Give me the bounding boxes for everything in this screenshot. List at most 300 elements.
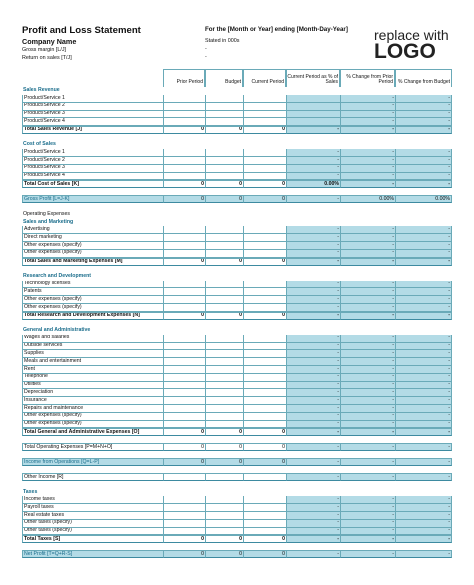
line-label-real-estate-taxes[interactable]: Real estate taxes	[22, 512, 163, 520]
row-spacer	[22, 134, 452, 141]
line-item-row	[22, 149, 452, 157]
percent-cell: -	[340, 111, 395, 119]
line-label-product-service-3[interactable]: Product/Service 3	[22, 111, 163, 119]
amount-cell[interactable]	[163, 374, 205, 382]
gross-margin-value: -	[205, 46, 207, 52]
percent-cell: -	[286, 535, 340, 543]
percent-cell: -	[395, 550, 452, 558]
percent-cell: -	[286, 405, 340, 413]
percent-cell: -	[395, 374, 452, 382]
row-spacer	[22, 481, 452, 488]
percent-cell: -	[286, 374, 340, 382]
percent-cell: -	[286, 234, 340, 242]
percent-cell: -	[340, 458, 395, 466]
amount-cell[interactable]	[243, 389, 286, 397]
line-item-row	[22, 421, 452, 429]
percent-cell: -	[340, 103, 395, 111]
header-spacer	[22, 69, 163, 87]
amount-cell[interactable]	[243, 335, 286, 343]
amount-cell[interactable]	[243, 413, 286, 421]
amount-cell[interactable]	[243, 358, 286, 366]
line-label-product-service-2[interactable]: Product/Service 2	[22, 103, 163, 111]
amount-cell[interactable]	[205, 103, 243, 111]
amount-cell: 0	[163, 312, 205, 320]
percent-cell: -	[340, 366, 395, 374]
amount-cell: 0	[205, 312, 243, 320]
amount-cell[interactable]	[205, 389, 243, 397]
percent-cell: -	[340, 118, 395, 126]
total-row	[22, 195, 452, 203]
amount-cell[interactable]	[243, 512, 286, 520]
amount-cell[interactable]	[205, 95, 243, 103]
column-header-row	[22, 69, 452, 87]
percent-cell: -	[286, 443, 340, 451]
amount-cell[interactable]	[243, 382, 286, 390]
amount-cell[interactable]	[243, 343, 286, 351]
amount-cell[interactable]	[243, 421, 286, 429]
percent-cell: -	[286, 296, 340, 304]
percent-cell: -	[395, 405, 452, 413]
amount-cell[interactable]	[163, 111, 205, 119]
amount-cell[interactable]	[205, 304, 243, 312]
amount-cell: 0	[243, 428, 286, 436]
amount-cell[interactable]	[243, 304, 286, 312]
amount-cell[interactable]	[163, 335, 205, 343]
section-label: Sales and Marketing	[23, 218, 74, 225]
amount-cell[interactable]	[163, 528, 205, 536]
amount-cell[interactable]	[205, 250, 243, 258]
percent-cell: -	[395, 335, 452, 343]
total-label-other-income: Other Income [R]	[22, 473, 163, 481]
amount-cell[interactable]	[243, 520, 286, 528]
amount-cell[interactable]	[163, 405, 205, 413]
amount-cell[interactable]	[243, 250, 286, 258]
percent-cell: -	[340, 173, 395, 181]
line-item-row	[22, 496, 452, 504]
amount-cell[interactable]	[163, 421, 205, 429]
percent-cell: -	[340, 180, 395, 188]
amount-cell[interactable]	[243, 528, 286, 536]
amount-cell[interactable]	[205, 234, 243, 242]
percent-cell: -	[340, 95, 395, 103]
amount-cell: 0	[205, 428, 243, 436]
percent-cell: -	[395, 288, 452, 296]
total-row	[22, 428, 452, 436]
line-item-row	[22, 335, 452, 343]
amount-cell[interactable]	[205, 242, 243, 250]
line-label-other-expenses-specify[interactable]: Other expenses (specify)	[22, 304, 163, 312]
line-label-depreciation[interactable]: Depreciation	[22, 389, 163, 397]
line-item-row	[22, 103, 452, 111]
amount-cell[interactable]	[205, 366, 243, 374]
amount-cell[interactable]	[163, 118, 205, 126]
total-label-total-sales-and-marketing-expenses: Total Sales and Marketing Expenses [M]	[22, 258, 163, 266]
percent-cell: -	[395, 473, 452, 481]
amount-cell[interactable]	[205, 421, 243, 429]
total-label-total-sales-revenue: Total Sales Revenue [J]	[22, 126, 163, 134]
amount-cell: 0	[205, 535, 243, 543]
amount-cell[interactable]	[163, 504, 205, 512]
percent-cell: -	[395, 242, 452, 250]
amount-cell: 0	[163, 550, 205, 558]
percent-cell: -	[395, 397, 452, 405]
amount-cell: 0	[243, 312, 286, 320]
amount-cell[interactable]	[163, 389, 205, 397]
row-spacer	[22, 320, 452, 327]
line-item-row	[22, 504, 452, 512]
line-label-wages-and-salaries[interactable]: Wages and salaries	[22, 335, 163, 343]
logo-placeholder-text[interactable]: replace with	[374, 27, 449, 43]
percent-cell: -	[340, 157, 395, 165]
percent-cell: -	[286, 528, 340, 536]
amount-cell[interactable]	[163, 496, 205, 504]
amount-cell[interactable]	[163, 157, 205, 165]
section-label: Sales Revenue	[23, 87, 60, 94]
line-item-row	[22, 111, 452, 119]
amount-cell[interactable]	[243, 281, 286, 289]
percent-cell: -	[340, 288, 395, 296]
line-label-outside-services[interactable]: Outside services	[22, 343, 163, 351]
section-heading	[22, 210, 452, 218]
amount-cell[interactable]	[205, 405, 243, 413]
line-item-row	[22, 512, 452, 520]
amount-cell[interactable]	[163, 358, 205, 366]
line-label-other-expenses-specify[interactable]: Other expenses (specify)	[22, 413, 163, 421]
percent-cell: -	[340, 242, 395, 250]
amount-cell[interactable]	[243, 157, 286, 165]
amount-cell[interactable]	[163, 304, 205, 312]
line-label-product-service-3[interactable]: Product/Service 3	[22, 165, 163, 173]
total-row	[22, 180, 452, 188]
percent-cell: -	[340, 165, 395, 173]
percent-cell: -	[340, 528, 395, 536]
amount-cell[interactable]	[163, 382, 205, 390]
percent-cell: -	[395, 173, 452, 181]
percent-cell: -	[340, 234, 395, 242]
percent-cell: -	[286, 358, 340, 366]
percent-cell: -	[395, 111, 452, 119]
amount-cell[interactable]	[163, 242, 205, 250]
percent-cell: -	[286, 458, 340, 466]
amount-cell[interactable]	[243, 296, 286, 304]
percent-cell: -	[340, 335, 395, 343]
return-on-sales-value: -	[205, 54, 207, 60]
section-heading	[22, 141, 452, 149]
line-item-row	[22, 242, 452, 250]
amount-cell[interactable]	[205, 111, 243, 119]
total-label-total-research-and-development-expenses: Total Research and Development Expenses [N]	[22, 312, 163, 320]
amount-cell[interactable]	[163, 226, 205, 234]
percent-cell: -	[340, 281, 395, 289]
percent-cell: -	[340, 405, 395, 413]
amount-cell[interactable]	[163, 95, 205, 103]
amount-cell[interactable]	[163, 296, 205, 304]
line-item-row	[22, 157, 452, 165]
line-label-rent[interactable]: Rent	[22, 366, 163, 374]
amount-cell[interactable]	[205, 512, 243, 520]
section-heading	[22, 327, 452, 335]
section-heading	[22, 273, 452, 281]
line-item-row	[22, 358, 452, 366]
amount-cell[interactable]	[243, 350, 286, 358]
amount-cell[interactable]	[205, 520, 243, 528]
line-item-row	[22, 343, 452, 351]
amount-cell[interactable]	[163, 366, 205, 374]
percent-cell: -	[286, 312, 340, 320]
line-label-product-service-4[interactable]: Product/Service 4	[22, 118, 163, 126]
section-label: Operating Expenses	[23, 210, 71, 217]
amount-cell[interactable]	[243, 366, 286, 374]
percent-cell: -	[395, 520, 452, 528]
percent-cell: -	[286, 382, 340, 390]
percent-cell: -	[395, 226, 452, 234]
total-label-total-operating-expenses: Total Operating Expenses [P=M+N+O]	[22, 443, 163, 451]
amount-cell[interactable]	[205, 397, 243, 405]
percent-cell: -	[286, 258, 340, 266]
total-label-total-taxes: Total Taxes [S]	[22, 535, 163, 543]
amount-cell[interactable]	[243, 504, 286, 512]
period-label[interactable]: For the [Month or Year] ending [Month-Day-Year]	[205, 26, 348, 33]
percent-cell: 0.00%	[395, 195, 452, 203]
amount-cell	[163, 473, 205, 481]
column-header: Current Period as % of Sales	[286, 69, 340, 87]
percent-cell: -	[286, 195, 340, 203]
percent-cell: -	[395, 504, 452, 512]
percent-cell: -	[340, 226, 395, 234]
amount-cell	[205, 473, 243, 481]
amount-cell[interactable]	[243, 226, 286, 234]
line-label-other-taxes-specify[interactable]: Other taxes (specify)	[22, 528, 163, 536]
amount-cell[interactable]	[163, 281, 205, 289]
line-label-other-expenses-specify[interactable]: Other expenses (specify)	[22, 296, 163, 304]
amount-cell[interactable]	[163, 397, 205, 405]
percent-cell: -	[340, 250, 395, 258]
percent-cell: -	[395, 428, 452, 436]
percent-cell: -	[395, 180, 452, 188]
amount-cell[interactable]	[205, 496, 243, 504]
percent-cell: -	[286, 473, 340, 481]
percent-cell: -	[286, 520, 340, 528]
amount-cell: 0	[243, 550, 286, 558]
amount-cell[interactable]	[243, 242, 286, 250]
line-label-product-service-1[interactable]: Product/Service 1	[22, 149, 163, 157]
percent-cell: -	[286, 242, 340, 250]
stated-in-note: Stated in 000s	[205, 38, 240, 44]
percent-cell: -	[395, 535, 452, 543]
amount-cell[interactable]	[163, 520, 205, 528]
percent-cell: -	[395, 95, 452, 103]
section-heading	[22, 488, 452, 496]
line-label-supplies[interactable]: Supplies	[22, 350, 163, 358]
percent-cell: -	[395, 118, 452, 126]
amount-cell[interactable]	[163, 343, 205, 351]
line-label-utilities[interactable]: Utilities	[22, 382, 163, 390]
line-item-row	[22, 413, 452, 421]
amount-cell[interactable]	[205, 528, 243, 536]
percent-cell: -	[395, 421, 452, 429]
profit-loss-table	[22, 69, 452, 558]
percent-cell: -	[340, 350, 395, 358]
percent-cell: -	[340, 535, 395, 543]
amount-cell: 0	[205, 180, 243, 188]
amount-cell[interactable]	[205, 226, 243, 234]
line-item-row	[22, 118, 452, 126]
amount-cell: 0	[163, 443, 205, 451]
return-on-sales-label: Return on sales [T/J]	[22, 55, 72, 61]
section-heading	[22, 87, 452, 95]
percent-cell: -	[395, 296, 452, 304]
percent-cell: -	[286, 504, 340, 512]
percent-cell: -	[340, 343, 395, 351]
line-item-row	[22, 405, 452, 413]
amount-cell: 0	[163, 258, 205, 266]
line-label-payroll-taxes[interactable]: Payroll taxes	[22, 504, 163, 512]
amount-cell[interactable]	[163, 413, 205, 421]
percent-cell: -	[286, 149, 340, 157]
row-spacer	[22, 466, 452, 473]
logo-placeholder[interactable]: LOGO	[374, 40, 436, 63]
amount-cell[interactable]	[205, 374, 243, 382]
line-item-row	[22, 173, 452, 181]
row-spacer	[22, 451, 452, 458]
percent-cell: -	[286, 226, 340, 234]
amount-cell[interactable]	[163, 103, 205, 111]
line-label-direct-marketing[interactable]: Direct marketing	[22, 234, 163, 242]
amount-cell[interactable]	[163, 350, 205, 358]
percent-cell: -	[286, 173, 340, 181]
amount-cell[interactable]	[243, 234, 286, 242]
line-label-telephone[interactable]: Telephone	[22, 374, 163, 382]
amount-cell[interactable]	[163, 165, 205, 173]
amount-cell: 0	[243, 126, 286, 134]
amount-cell[interactable]	[243, 111, 286, 119]
percent-cell: 0.00%	[286, 180, 340, 188]
amount-cell[interactable]	[243, 118, 286, 126]
percent-cell	[286, 103, 340, 111]
amount-cell[interactable]	[243, 173, 286, 181]
percent-cell: -	[395, 312, 452, 320]
amount-cell[interactable]	[205, 157, 243, 165]
amount-cell[interactable]	[243, 397, 286, 405]
total-row	[22, 443, 452, 451]
total-label-total-cost-of-sales: Total Cost of Sales [K]	[22, 180, 163, 188]
amount-cell[interactable]	[205, 281, 243, 289]
amount-cell[interactable]	[205, 288, 243, 296]
line-label-product-service-4[interactable]: Product/Service 4	[22, 173, 163, 181]
line-item-row	[22, 95, 452, 103]
company-name[interactable]: Company Name	[22, 37, 77, 46]
amount-cell[interactable]	[163, 512, 205, 520]
amount-cell[interactable]	[243, 405, 286, 413]
section-label: Research and Development	[23, 272, 92, 279]
line-label-other-taxes-specify[interactable]: Other taxes (specify)	[22, 520, 163, 528]
total-row	[22, 126, 452, 134]
line-label-advertising[interactable]: Advertising	[22, 226, 163, 234]
amount-cell[interactable]	[163, 250, 205, 258]
amount-cell[interactable]	[205, 358, 243, 366]
line-item-row	[22, 234, 452, 242]
amount-cell[interactable]	[205, 149, 243, 157]
amount-cell[interactable]	[205, 118, 243, 126]
line-label-other-expenses-specify[interactable]: Other expenses (specify)	[22, 421, 163, 429]
line-label-repairs-and-maintenance[interactable]: Repairs and maintenance	[22, 405, 163, 413]
amount-cell[interactable]	[243, 496, 286, 504]
percent-cell: -	[395, 350, 452, 358]
amount-cell[interactable]	[163, 173, 205, 181]
amount-cell[interactable]	[205, 350, 243, 358]
amount-cell[interactable]	[205, 296, 243, 304]
amount-cell[interactable]	[243, 374, 286, 382]
amount-cell: 0	[163, 195, 205, 203]
amount-cell[interactable]	[205, 504, 243, 512]
line-item-row	[22, 250, 452, 258]
percent-cell: -	[286, 304, 340, 312]
amount-cell: 0	[243, 195, 286, 203]
line-item-row	[22, 281, 452, 289]
amount-cell[interactable]	[205, 173, 243, 181]
line-label-technology-licenses[interactable]: Technology licenses	[22, 281, 163, 289]
line-label-product-service-1[interactable]: Product/Service 1	[22, 95, 163, 103]
amount-cell: 0	[163, 428, 205, 436]
percent-cell: -	[395, 496, 452, 504]
percent-cell: -	[286, 550, 340, 558]
line-label-other-expenses-specify[interactable]: Other expenses (specify)	[22, 250, 163, 258]
percent-cell: -	[395, 149, 452, 157]
amount-cell[interactable]	[243, 288, 286, 296]
amount-cell[interactable]	[205, 343, 243, 351]
amount-cell: 0	[205, 550, 243, 558]
amount-cell[interactable]	[163, 288, 205, 296]
percent-cell: -	[286, 335, 340, 343]
amount-cell[interactable]	[205, 165, 243, 173]
line-label-meals-and-entertainment[interactable]: Meals and entertainment	[22, 358, 163, 366]
line-label-patents[interactable]: Patents	[22, 288, 163, 296]
total-label-total-general-and-administrative-expenses: Total General and Administrative Expenses [O]	[22, 428, 163, 436]
amount-cell[interactable]	[205, 335, 243, 343]
percent-cell: -	[395, 366, 452, 374]
line-item-row	[22, 397, 452, 405]
total-row	[22, 535, 452, 543]
line-item-row	[22, 165, 452, 173]
amount-cell[interactable]	[243, 103, 286, 111]
percent-cell: -	[286, 281, 340, 289]
amount-cell[interactable]	[243, 95, 286, 103]
amount-cell[interactable]	[163, 149, 205, 157]
total-label-gross-profit: Gross Profit [L=J-K]	[22, 195, 163, 203]
amount-cell[interactable]	[243, 165, 286, 173]
percent-cell: -	[340, 496, 395, 504]
total-label-net-profit: Net Profit [T=Q+R-S]	[22, 550, 163, 558]
line-item-row	[22, 350, 452, 358]
percent-cell: -	[395, 528, 452, 536]
amount-cell[interactable]	[205, 382, 243, 390]
line-label-income-taxes[interactable]: Income taxes	[22, 496, 163, 504]
line-label-other-expenses-specify[interactable]: Other expenses (specify)	[22, 242, 163, 250]
percent-cell: -	[395, 512, 452, 520]
amount-cell[interactable]	[243, 149, 286, 157]
percent-cell: -	[286, 288, 340, 296]
percent-cell: -	[395, 389, 452, 397]
amount-cell[interactable]	[205, 413, 243, 421]
line-label-insurance[interactable]: Insurance	[22, 397, 163, 405]
amount-cell: 0	[205, 258, 243, 266]
column-header: % Change from Budget	[395, 69, 452, 87]
statement-title: Profit and Loss Statement	[22, 25, 141, 36]
percent-cell: -	[340, 296, 395, 304]
line-label-product-service-2[interactable]: Product/Service 2	[22, 157, 163, 165]
amount-cell: 0	[243, 535, 286, 543]
amount-cell[interactable]	[163, 234, 205, 242]
